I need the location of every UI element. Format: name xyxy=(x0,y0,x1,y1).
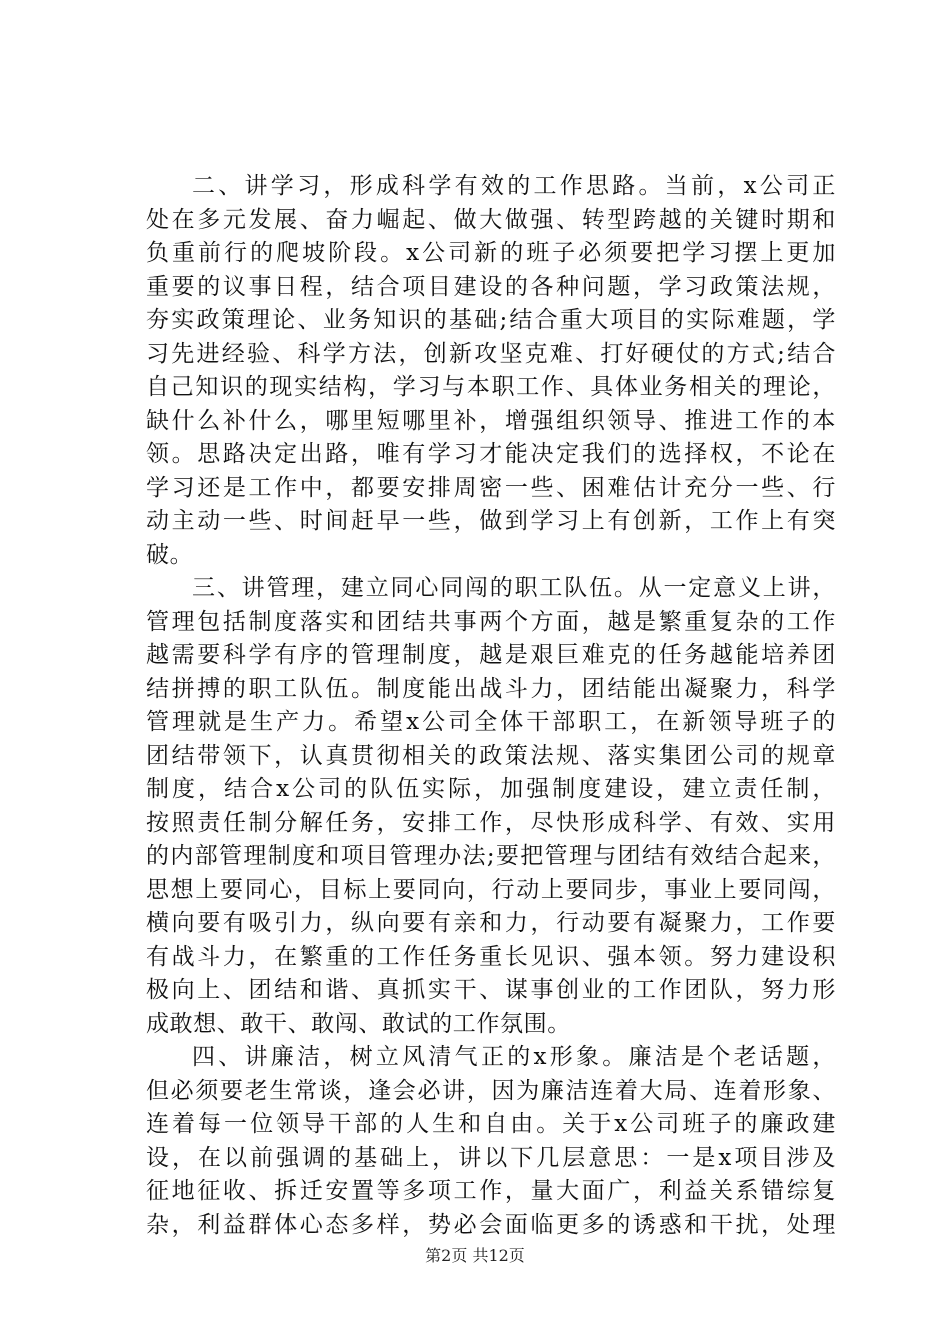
text-line: 越需要科学有序的管理制度，越是艰巨难克的任务越能培养团 xyxy=(146,642,836,668)
text-line: 破。 xyxy=(146,541,194,568)
text-line: 有战斗力，在繁重的工作任务重长见识、强本领。努力建设积 xyxy=(146,943,836,970)
text-line: 征地征收、拆迁安置等多项工作，量大面广，利益关系错综复 xyxy=(146,1178,836,1204)
text-line: 的内部管理制度和项目管理办法;要把管理与团结有效结合起来， xyxy=(146,843,836,869)
text-line: 领。思路决定出路，唯有学习才能决定我们的选择权，不论在 xyxy=(146,441,836,467)
text-line: 学习还是工作中，都要安排周密一些、困难估计充分一些、行 xyxy=(146,474,836,501)
text-line: 管理包括制度落实和团结共事两个方面，越是繁重复杂的工作 xyxy=(146,608,836,635)
page-number-footer: 第2页 共12页 xyxy=(425,1246,525,1265)
text-line: 思想上要同心，目标上要同向，行动上要同步，事业上要同闯， xyxy=(146,876,836,903)
text-line: 成敢想、敢干、敢闯、敢试的工作氛围。 xyxy=(146,1010,571,1037)
text-line: 二、讲学习，形成科学有效的工作思路。当前，x公司正 xyxy=(192,173,836,199)
text-line: 杂，利益群体心态多样，势必会面临更多的诱惑和干扰，处理 xyxy=(146,1211,836,1238)
text-line: 处在多元发展、奋力崛起、做大做强、转型跨越的关键时期和 xyxy=(146,206,836,233)
text-line: 连着每一位领导干部的人生和自由。关于x公司班子的廉政建 xyxy=(146,1111,836,1137)
text-line: 重要的议事日程，结合项目建设的各种问题，学习政策法规， xyxy=(146,273,836,300)
text-line: 缺什么补什么，哪里短哪里补，增强组织领导、推进工作的本 xyxy=(146,407,836,434)
text-line: 三、讲管理，建立同心同闯的职工队伍。从一定意义上讲， xyxy=(192,575,836,601)
document-body xyxy=(146,170,836,1242)
text-line: 动主动一些、时间赶早一些，做到学习上有创新，工作上有突 xyxy=(146,508,836,534)
text-line: 四、讲廉洁，树立风清气正的x形象。廉洁是个老话题， xyxy=(192,1044,836,1070)
text-line: 团结带领下，认真贯彻相关的政策法规、落实集团公司的规章 xyxy=(146,742,836,769)
text-line: 自己知识的现实结构，学习与本职工作、具体业务相关的理论， xyxy=(146,374,836,400)
text-line: 但必须要老生常谈，逢会必讲，因为廉洁连着大局、连着形象、 xyxy=(146,1077,836,1104)
text-line: 设，在以前强调的基础上，讲以下几层意思：一是x项目涉及 xyxy=(146,1144,836,1171)
text-line: 极向上、团结和谐、真抓实干、谋事创业的工作团队，努力形 xyxy=(146,977,836,1003)
text-line: 习先进经验、科学方法，创新攻坚克难、打好硬仗的方式;结合 xyxy=(146,340,836,367)
text-line: 负重前行的爬坡阶段。x公司新的班子必须要把学习摆上更加 xyxy=(146,240,836,266)
text-line: 横向要有吸引力，纵向要有亲和力，行动要有凝聚力，工作要 xyxy=(146,910,836,936)
text-line: 按照责任制分解任务，安排工作，尽快形成科学、有效、实用 xyxy=(146,809,836,836)
text-line: 结拼搏的职工队伍。制度能出战斗力，团结能出凝聚力，科学 xyxy=(146,675,836,702)
text-line: 制度，结合x公司的队伍实际，加强制度建设，建立责任制， xyxy=(146,776,836,802)
text-line: 管理就是生产力。希望x公司全体干部职工，在新领导班子的 xyxy=(146,709,836,735)
text-line: 夯实政策理论、业务知识的基础;结合重大项目的实际难题，学 xyxy=(146,307,836,333)
